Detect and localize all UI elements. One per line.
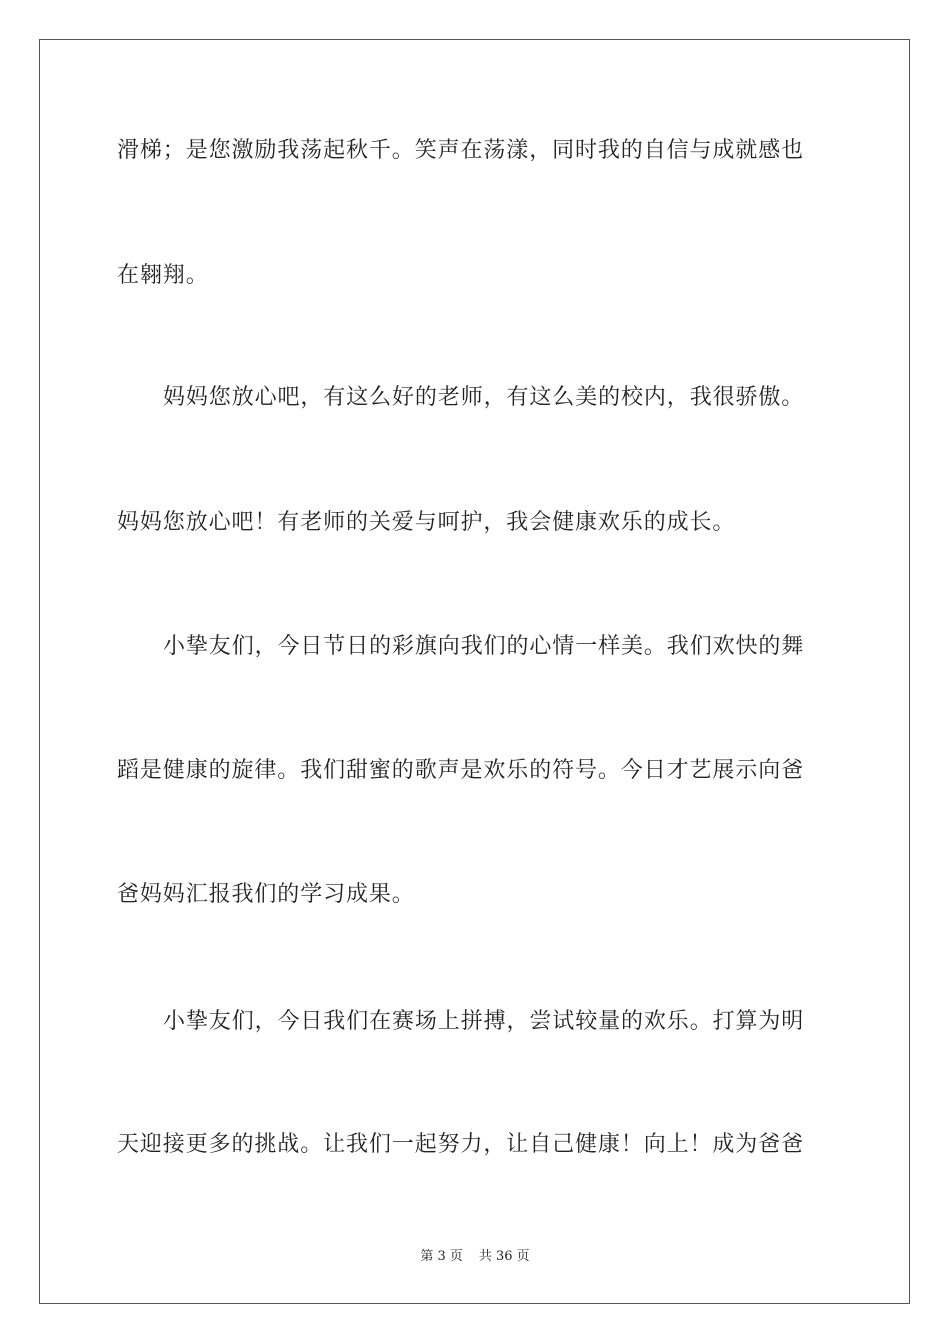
paragraph-line: 小挚友们，今日节日的彩旗向我们的心情一样美。我们欢快的舞 <box>163 634 805 659</box>
paragraph-line: 天迎接更多的挑战。让我们一起努力，让自己健康！向上！成为爸爸 <box>117 1132 805 1157</box>
paragraph-line: 小挚友们，今日我们在赛场上拼搏，尝试较量的欢乐。打算为明 <box>163 1009 805 1034</box>
paragraph-line: 妈妈您放心吧！有老师的关爱与呵护，我会健康欢乐的成长。 <box>117 510 736 535</box>
paragraph-line: 滑梯；是您激励我荡起秋千。笑声在荡漾，同时我的自信与成就感也 <box>117 138 805 163</box>
paragraph-line: 蹈是健康的旋律。我们甜蜜的歌声是欢乐的符号。今日才艺展示向爸 <box>117 758 805 783</box>
paragraph-line: 妈妈您放心吧，有这么好的老师，有这么美的校内，我很骄傲。 <box>163 385 805 410</box>
page-number: 第 3 页 <box>420 1249 463 1264</box>
page-total: 共 36 页 <box>478 1249 530 1264</box>
paragraph-line: 在翱翔。 <box>117 263 209 288</box>
page-footer <box>0 1248 950 1266</box>
paragraph-line: 爸妈妈汇报我们的学习成果。 <box>117 882 415 907</box>
page-frame <box>39 39 910 1304</box>
